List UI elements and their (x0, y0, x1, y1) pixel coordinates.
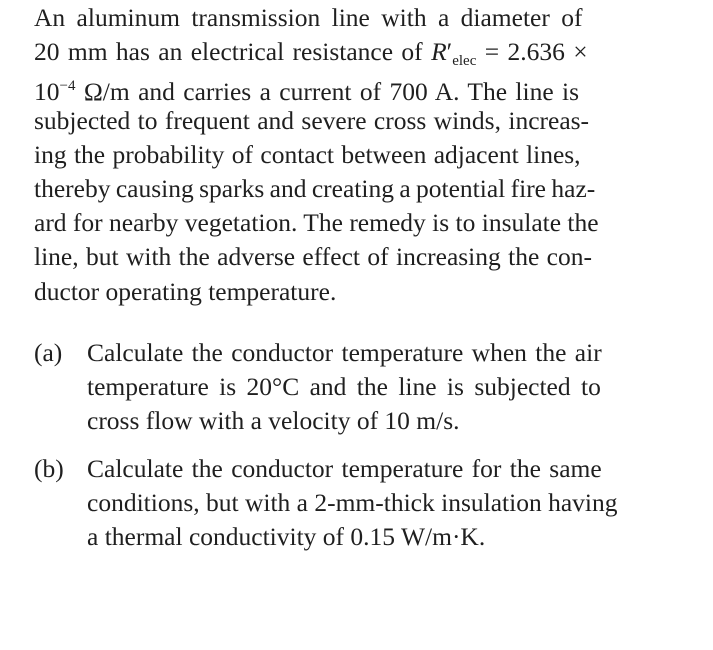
intro-line-8: line, but with the adverse effect of increasing the con- (34, 242, 592, 272)
resistance-value: = 2.636 × (476, 37, 588, 67)
resistance-symbol: R (431, 37, 447, 67)
intro-line-5: ing the probability of contact between adjacent lines, (34, 139, 581, 169)
part-b-line-3: a thermal conductivity of 0.15 W/m·K. (87, 522, 486, 552)
intro-line-3-text: Ω/m and carries a current of 700 A. The line is (75, 77, 580, 107)
part-b-label: (b) (34, 454, 64, 483)
intro-line-1: An aluminum transmission line with a diameter of (34, 3, 583, 32)
intro-line-2 (34, 35, 686, 69)
resistance-subscript: elec (452, 53, 477, 70)
intro-line-7: ard for nearby vegetation. The remedy is to insulate the (34, 208, 599, 238)
intro-line-9: ductor operating temperature. (34, 276, 337, 306)
problem-statement (34, 1, 686, 309)
part-a-label: (a) (34, 338, 63, 367)
intro-line-4: subjected to frequent and severe cross winds, increas- (34, 105, 590, 135)
intro-line-6: thereby causing sparks and creating a potential fire haz- (34, 173, 596, 203)
exponent-superscript: −4 (59, 78, 76, 95)
intro-line-2-text: 20 mm has an electrical resistance of (34, 37, 432, 67)
part-b-line-2: conditions, but with a 2-mm-thick insulation having (87, 488, 618, 518)
part-a-line-2: temperature is 20°C and the line is subjected to (87, 372, 601, 402)
resistance-prime: ′ (446, 37, 453, 67)
intro-line-3 (34, 69, 686, 107)
part-a-text (87, 336, 686, 439)
exponent-base: 10 (34, 77, 60, 107)
part-b-line-1: Calculate the conductor temperature for the same (87, 454, 602, 483)
part-b-text (87, 452, 686, 555)
part-a-line-3: cross flow with a velocity of 10 m/s. (87, 406, 460, 436)
part-a-line-1: Calculate the conductor temperature when the air (87, 338, 602, 367)
